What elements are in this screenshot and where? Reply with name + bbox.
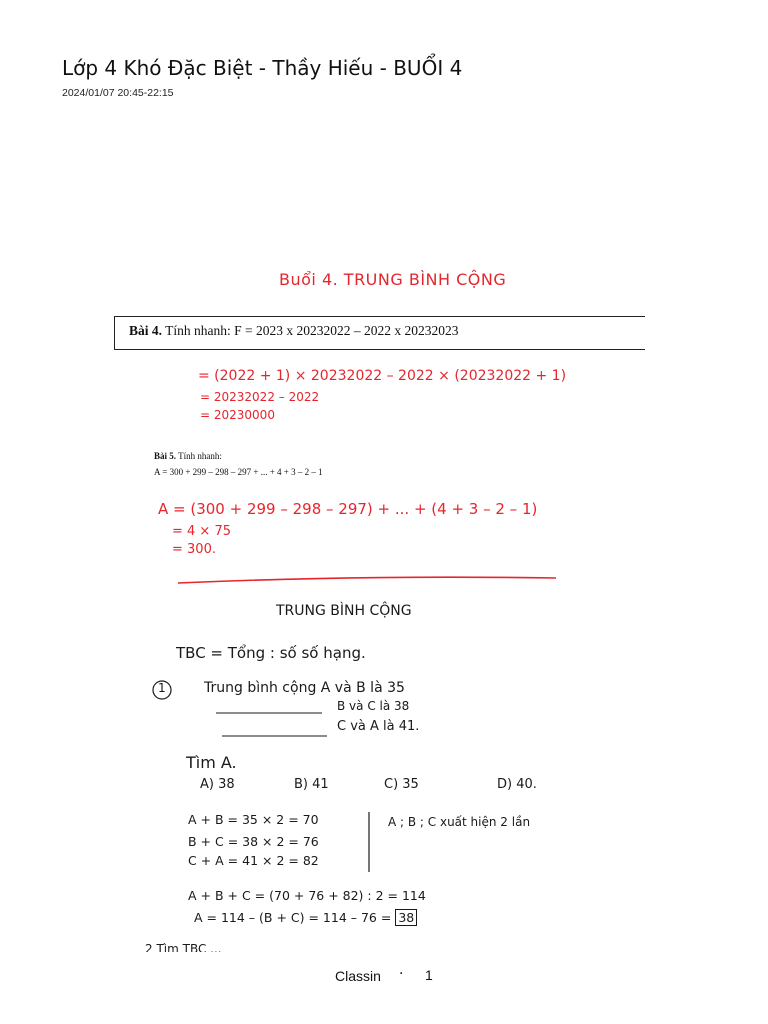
problem-line-1: Trung bình cộng A và B là 35 [204, 680, 405, 696]
option-c: C) 35 [384, 777, 419, 792]
answer-line [194, 910, 417, 925]
bai5-expression: A = 300 + 299 – 298 – 297 + ... + 4 + 3 – 2 – 1 [154, 467, 323, 477]
work-line-1: A + B = 35 × 2 = 70 [188, 812, 319, 827]
problem-number: 1 [158, 681, 166, 695]
bai4-step-3: = 20230000 [200, 408, 275, 422]
footer-brand: Classin [335, 968, 381, 984]
session-datetime: 2024/01/07 20:45-22:15 [62, 87, 174, 99]
cut-off-next-problem: 2 Tìm TBC ... [145, 942, 222, 952]
bai5-step-1: A = (300 + 299 – 298 – 297) + ... + (4 + 3 – 2 – 1) [158, 500, 538, 518]
find-prompt: Tìm A. [186, 753, 237, 772]
work-line-3: C + A = 41 × 2 = 82 [188, 853, 319, 868]
answer-working: A = 114 – (B + C) = 114 – 76 = [194, 910, 392, 925]
bai4-statement [129, 323, 459, 339]
sum-line: A + B + C = (70 + 76 + 82) : 2 = 114 [188, 888, 426, 903]
problem-line-2: B và C là 38 [337, 699, 410, 713]
section-heading: TRUNG BÌNH CỘNG [276, 603, 412, 619]
bai5-prompt: Tính nhanh: [178, 451, 222, 461]
side-note: A ; B ; C xuất hiện 2 lần [388, 815, 531, 829]
bai4-label: Bài 4. [129, 323, 163, 338]
answer-box: 38 [395, 909, 417, 926]
option-d: D) 40. [497, 777, 537, 792]
page-number: 1 [425, 967, 433, 983]
bai4-expression: F = 2023 x 20232022 – 2022 x 20232023 [234, 323, 459, 338]
bai5-step-2: = 4 × 75 [172, 524, 231, 539]
bai4-step-2: = 20232022 – 2022 [200, 390, 320, 404]
bai4-step-1: = (2022 + 1) × 20232022 – 2022 × (20232022 + 1) [198, 368, 567, 384]
option-b: B) 41 [294, 777, 329, 792]
work-line-2: B + C = 38 × 2 = 76 [188, 834, 319, 849]
bai4-prompt: Tính nhanh: [165, 323, 231, 338]
lesson-heading: Buổi 4. TRUNG BÌNH CỘNG [279, 270, 507, 289]
problem-line-3: C và A là 41. [337, 719, 420, 734]
tbc-formula: TBC = Tổng : số số hạng. [176, 644, 366, 662]
bai5-heading [154, 451, 222, 461]
bai5-label: Bài 5. [154, 451, 177, 461]
option-a: A) 38 [200, 777, 235, 792]
bai5-step-3: = 300. [172, 542, 216, 557]
footer-separator: · [399, 966, 404, 982]
document-title: Lớp 4 Khó Đặc Biệt - Thầy Hiếu - BUỔI 4 [62, 56, 463, 80]
